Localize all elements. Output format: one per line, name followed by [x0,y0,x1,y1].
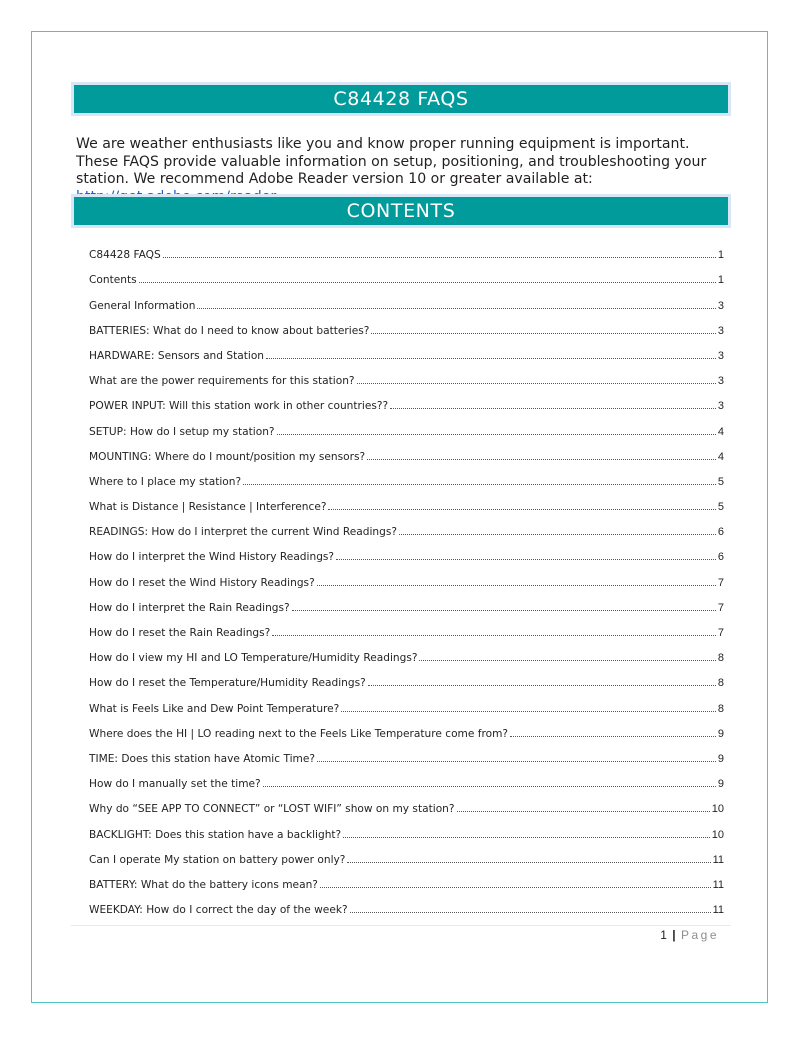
toc-dot-leader [347,862,710,863]
toc-entry-title[interactable]: How do I view my HI and LO Temperature/Humidity Readings? [89,652,418,665]
toc-entry[interactable] [89,689,724,714]
toc-entry-page: 9 [717,727,724,740]
toc-entry[interactable] [89,438,724,463]
toc-entry-title[interactable]: How do I reset the Temperature/Humidity Readings? [89,677,366,690]
toc-entry-title[interactable]: C84428 FAQS [89,249,161,262]
toc-entry[interactable] [89,815,724,840]
toc-dot-leader [510,736,716,737]
toc-dot-leader [367,459,716,460]
toc-dot-leader [419,660,715,661]
toc-entry[interactable] [89,589,724,614]
toc-entry[interactable] [89,463,724,488]
toc-entry-title[interactable]: How do I interpret the Wind History Readings? [89,551,335,564]
toc-entry[interactable] [89,337,724,362]
toc-entry-title[interactable]: What is Feels Like and Dew Point Temperature? [89,702,340,715]
toc-entry[interactable] [89,664,724,689]
toc-entry[interactable] [89,866,724,891]
toc-entry-page: 1 [717,274,724,287]
toc-entry-title[interactable]: BATTERIES: What do I need to know about batteries? [89,324,370,337]
intro-text: We are weather enthusiasts like you and know proper running equipment is important. These FAQS provide valuable information on setup, positioning, and troubleshooting your station. We recommend Adobe Reader version 10 or greater available at: [76,136,707,187]
toc-entry-page: 3 [717,400,724,413]
toc-dot-leader [317,761,716,762]
toc-entry-page: 5 [717,501,724,514]
toc-entry-title[interactable]: BACKLIGHT: Does this station have a backlight? [89,828,342,841]
toc-entry-title[interactable]: Can I operate My station on battery power only? [89,853,346,866]
toc-entry[interactable] [89,286,724,311]
toc-dot-leader [328,509,715,510]
toc-entry[interactable] [89,790,724,815]
toc-entry[interactable] [89,362,724,387]
toc-entry-title[interactable]: General Information [89,299,196,312]
toc-entry-page: 10 [711,828,724,841]
toc-dot-leader [272,635,716,636]
toc-entry[interactable] [89,563,724,588]
toc-entry-page: 4 [717,450,724,463]
toc-entry[interactable] [89,312,724,337]
toc-entry-page: 3 [717,324,724,337]
toc-entry[interactable] [89,513,724,538]
toc-dot-leader [139,282,716,283]
toc-entry-title[interactable]: How do I interpret the Rain Readings? [89,601,290,614]
toc-entry[interactable] [89,765,724,790]
toc-entry-page: 1 [717,249,724,262]
toc-entry-page: 3 [717,299,724,312]
toc-entry-page: 10 [711,803,724,816]
toc-entry-title[interactable]: What are the power requirements for this station? [89,375,355,388]
toc-entry-page: 9 [717,778,724,791]
contents-banner [71,194,731,228]
toc-entry-title[interactable]: READINGS: How do I interpret the current Wind Readings? [89,526,397,539]
toc-entry[interactable] [89,488,724,513]
toc-dot-leader [292,610,716,611]
toc-entry[interactable] [89,236,724,261]
contents-heading: CONTENTS [74,197,728,225]
footer-separator: | [672,928,676,942]
toc-dot-leader [243,484,716,485]
toc-entry[interactable] [89,412,724,437]
toc-dot-leader [317,585,716,586]
title-banner [71,82,731,116]
toc-entry-page: 11 [712,853,724,866]
toc-entry[interactable] [89,261,724,286]
toc-dot-leader [336,559,716,560]
toc-dot-leader [343,837,710,838]
toc-dot-leader [457,811,710,812]
toc-entry[interactable] [89,639,724,664]
toc-dot-leader [266,358,716,359]
toc-entry[interactable] [89,715,724,740]
toc-dot-leader [368,685,716,686]
toc-entry-title[interactable]: TIME: Does this station have Atomic Time? [89,752,315,765]
toc-dot-leader [399,534,716,535]
footer-page-number: 1 [660,928,667,942]
toc-entry-page: 11 [712,904,724,917]
toc-entry[interactable] [89,740,724,765]
toc-entry-page: 4 [717,425,724,438]
toc-entry-title[interactable]: How do I reset the Rain Readings? [89,627,271,639]
toc-entry-page: 9 [717,752,724,765]
toc-entry-title[interactable]: MOUNTING: Where do I mount/position my sensors? [89,450,366,463]
toc-dot-leader [371,333,715,334]
toc-entry-page: 5 [717,475,724,488]
toc-entry[interactable] [89,891,724,916]
toc-entry-title[interactable]: WEEKDAY: How do I correct the day of the week? [89,904,348,917]
toc-entry[interactable] [89,841,724,866]
toc-entry-title[interactable]: POWER INPUT: Will this station work in other countries?? [89,400,389,413]
toc-dot-leader [197,308,715,309]
toc-entry[interactable] [89,614,724,639]
toc-entry-page: 6 [717,551,724,564]
page-footer [660,928,719,942]
footer-divider [71,925,731,926]
toc-entry-title[interactable]: Where to I place my station? [89,475,242,488]
toc-entry-page: 11 [712,878,724,891]
toc-entry-title[interactable]: How do I manually set the time? [89,778,261,791]
toc-dot-leader [350,912,711,913]
toc-entry-page: 8 [717,677,724,690]
toc-entry-title[interactable]: SETUP: How do I setup my station? [89,425,275,438]
document-title: C84428 FAQS [74,85,728,113]
toc-dot-leader [390,408,716,409]
toc-entry[interactable] [89,387,724,412]
toc-dot-leader [277,434,716,435]
toc-entry-title[interactable]: BATTERY: What do the battery icons mean? [89,878,318,891]
toc-entry-title[interactable]: Contents [89,274,137,287]
footer-page-word: Page [680,928,719,942]
toc-entry[interactable] [89,538,724,563]
toc-entry-title[interactable]: Where does the HI | LO reading next to the Feels Like Temperature come from? [89,727,509,740]
toc-entry-title[interactable]: What is Distance | Resistance | Interference? [89,501,327,514]
toc-entry-page: 7 [717,576,724,589]
toc-dot-leader [263,786,716,787]
toc-dot-leader [357,383,716,384]
toc-entry-page: 7 [717,627,724,639]
table-of-contents [89,236,724,916]
toc-entry-page: 8 [717,702,724,715]
toc-entry-page: 3 [717,349,724,362]
toc-entry-page: 7 [717,601,724,614]
toc-entry-title[interactable]: HARDWARE: Sensors and Station [89,349,265,362]
toc-dot-leader [341,711,716,712]
toc-entry-page: 3 [717,375,724,388]
toc-entry-title[interactable]: Why do “SEE APP TO CONNECT” or “LOST WIFI” show on my station? [89,803,455,816]
toc-entry-page: 8 [717,652,724,665]
toc-entry-page: 6 [717,526,724,539]
toc-entry-title[interactable]: How do I reset the Wind History Readings? [89,576,315,589]
toc-dot-leader [320,887,711,888]
toc-dot-leader [163,257,716,258]
